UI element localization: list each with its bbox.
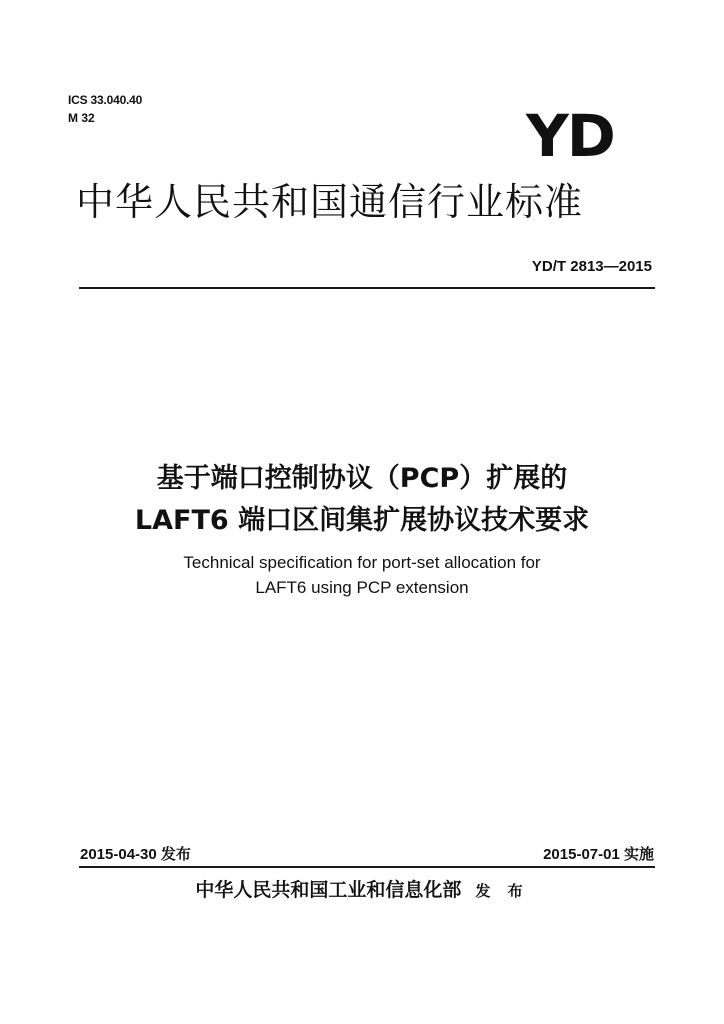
issue-date: 2015-04-30 发布 [80,846,191,863]
top-divider [79,287,655,289]
publisher-suffix: 发 布 [475,882,529,900]
classification-code: M 32 [68,111,95,125]
publisher-name: 中华人民共和国工业和信息化部 [195,879,462,901]
title-english-line-2: LAFT6 using PCP extension [255,578,469,597]
ics-code: ICS 33.040.40 [68,93,143,107]
title-chinese-line-1: 基于端口控制协议（PCP）扩展的 [156,463,568,494]
title-english-line-1: Technical specification for port-set allocation for [183,553,541,572]
bottom-divider [79,866,655,868]
yd-logo: YD [526,102,614,170]
standard-family-title: 中华人民共和国通信行业标准 [76,180,584,224]
implementation-date: 2015-07-01 实施 [543,846,654,863]
title-chinese-line-2: LAFT6 端口区间集扩展协议技术要求 [134,505,590,536]
standard-number: YD/T 2813—2015 [531,258,652,275]
publisher-line [0,878,724,903]
